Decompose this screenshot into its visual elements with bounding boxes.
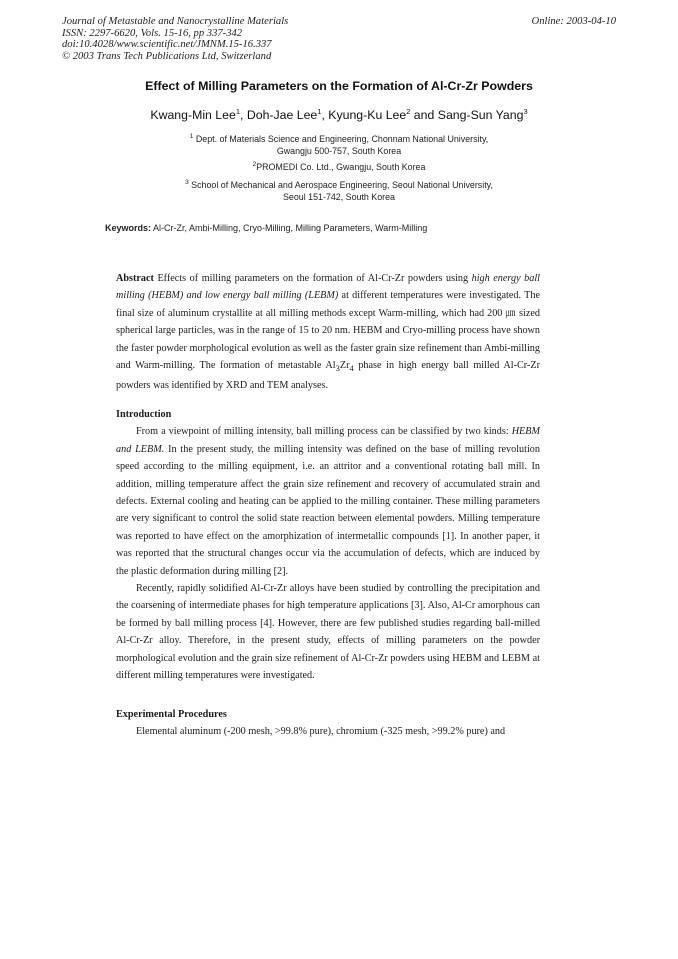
paragraph: Recently, rapidly solidified Al-Cr-Zr alloys have been studied by controlling the precipitation and the coarsening of intermediate phases for high temperature applications [3]. Also, Al-Cr amorphous can be formed by ball milling process [4]. However, there are few published studies regarding ball-milled Al-Cr-Zr alloy. Therefore, in the present study, effects of milling parameters on the powder morphological evolution and the grain size refinement of Al-Cr-Zr powders using HEBM and LEBM at different milling temperatures were investigated. [116, 583, 540, 682]
subscript: 4 [349, 363, 354, 374]
abstract-emphasis: high energy ball milling (HEBM) and low energy ball milling (LEBM) [116, 273, 540, 302]
affil-line: PROMEDI Co. Ltd., Gwangju, South Korea [256, 162, 426, 172]
abstract-text: Zr [339, 360, 350, 372]
author-affil-mark: 1 [235, 107, 240, 116]
author-affil-mark: 2 [406, 107, 411, 116]
author-list [0, 107, 678, 122]
journal-copyright: © 2003 Trans Tech Publications Ltd, Switzerland [62, 50, 272, 62]
affiliation-1 [0, 131, 678, 157]
affiliation-2 [0, 159, 678, 173]
affiliation-3 [0, 177, 678, 203]
paragraph-emphasis: HEBM and LEBM. [116, 426, 540, 455]
online-date: Online: 2003-04-10 [531, 16, 616, 27]
author-separator: , [321, 108, 329, 122]
affil-mark: 1 [189, 133, 194, 140]
affil-line: Gwangju 500-757, South Korea [276, 146, 402, 157]
author-affil-mark: 3 [523, 107, 528, 116]
paragraph [116, 423, 540, 580]
subscript: 3 [335, 363, 340, 374]
abstract-label: Abstract [116, 273, 154, 284]
journal-issn: ISSN: 2297-6620, Vols. 15-16, pp 337-342 [62, 27, 243, 39]
keywords-text: Al-Cr-Zr, Ambi-Milling, Cryo-Milling, Milling Parameters, Warm-Milling [153, 223, 428, 233]
journal-name: Journal of Metastable and Nanocrystalline Materials [62, 16, 289, 27]
paper-title: Effect of Milling Parameters on the Formation of Al-Cr-Zr Powders [145, 79, 533, 93]
author-name: Kyung-Ku Lee [328, 108, 407, 122]
journal-doi[interactable]: doi:10.4028/www.scientific.net/JMNM.15-16.337 [62, 39, 272, 51]
author-separator: , [240, 108, 247, 122]
paragraph-text: In the present study, the milling intensity was defined on the base of milling revolution speed according to the milling equipment, i.e. an attritor and a conventional rotating ball mill. In addition, milling temperature affect the grain size refinement and recovery of accumulated strain and defects. External cooling and heating can be applied to the milling container. These milling parameters are very significant to control the solid state reaction between elemental powders. Milling temperature was reported to have effect on the amorphization of intermetallic compounds [1]. In another paper, it was reported that the structural changes occur via the accumulation of defects, which are induced by the plastic deformation during milling [2]. [116, 443, 540, 577]
keywords-label: Keywords: [105, 223, 152, 233]
section-heading: Experimental Procedures [116, 709, 227, 720]
author-separator: and [410, 108, 438, 122]
affil-line: School of Mechanical and Aerospace Engineering, Seoul National University, [191, 180, 493, 190]
paragraph: Elemental aluminum (-200 mesh, >99.8% pure), chromium (-325 mesh, >99.2% pure) and [136, 726, 506, 738]
abstract-text: Effects of milling parameters on the formation of Al-Cr-Zr powders using [153, 273, 472, 284]
affil-mark: 3 [185, 179, 189, 186]
abstract-text: phase in high energy ball milled Al-Cr-Zr powders was identified by XRD and TEM analyses. [116, 360, 540, 392]
abstract-text: at different temperatures were investigated. The final size of aluminum crystallite at all milling methods except Warm-milling, which had 200 ㎛ sized spherical large particles, was in the range of 15 to 20 nm. HEBM and Cryo-milling process have shown the faster powder morphological evolution as well as the faster grain size refinement than Ambi-milling and Warm-milling. The formation of metastable Al [116, 290, 540, 372]
experimental-section [116, 706, 540, 741]
affil-line: Seoul 151-742, South Korea [282, 192, 395, 203]
author-affil-mark: 1 [317, 107, 322, 116]
author-name: Sang-Sun Yang [437, 108, 524, 122]
author-name: Doh-Jae Lee [246, 108, 318, 122]
introduction-section [116, 406, 540, 685]
abstract [116, 270, 540, 395]
keywords [105, 223, 427, 233]
paragraph-text: From a viewpoint of milling intensity, ball milling process can be classified by two kinds: [136, 426, 512, 438]
affil-line: Dept. of Materials Science and Engineering, Chonnam National University, [195, 134, 489, 144]
section-heading: Introduction [116, 409, 172, 420]
affil-mark: 2 [252, 161, 257, 168]
author-name: Kwang-Min Lee [150, 108, 236, 122]
